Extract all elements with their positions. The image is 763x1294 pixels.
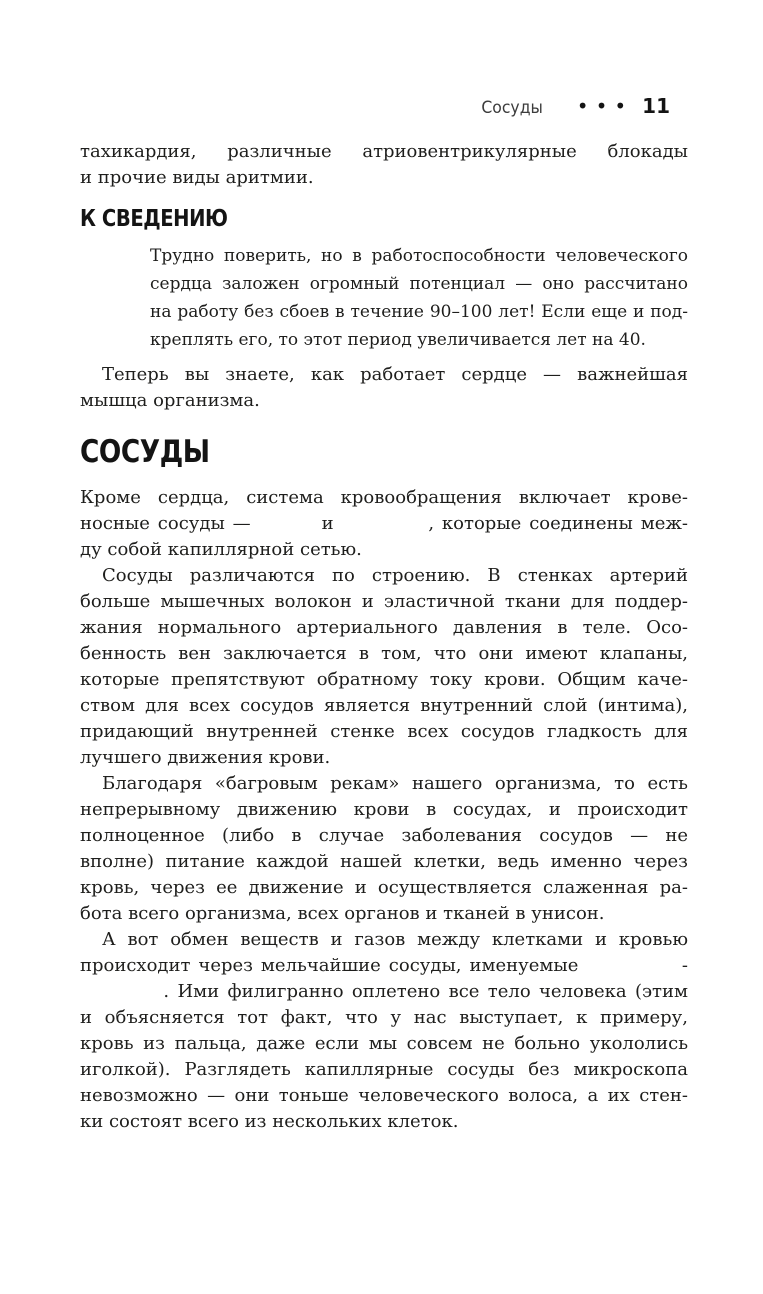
paragraph bbox=[80, 362, 688, 414]
page-content bbox=[0, 139, 763, 1135]
text-line: ством для всех сосудов является внутренний слой (интима), bbox=[80, 695, 688, 716]
text-line: кровь, через ее движение и осуществляется слаженная ра- bbox=[80, 877, 688, 898]
text-line: полноценное (либо в случае заболевания сосудов — не bbox=[80, 825, 688, 846]
text-line: ду собой капиллярной сетью. bbox=[80, 539, 362, 560]
text-line: происходит через мельчайшие сосуды, именуемые - bbox=[80, 955, 688, 976]
text-line: мышца организма. bbox=[80, 390, 260, 411]
text-line: Кроме сердца, система кровообращения включает крове- bbox=[80, 487, 688, 508]
text-line: жания нормального артериального давления в теле. Осо- bbox=[80, 617, 688, 638]
text-line: креплять его, то этот период увеличивается лет на 40. bbox=[150, 330, 646, 350]
text-line: бенность вен заключается в том, что они имеют клапаны, bbox=[80, 643, 688, 664]
text-line: кровь из пальца, даже если мы совсем не больно укололись bbox=[80, 1033, 688, 1054]
text-line: и прочие виды аритмии. bbox=[80, 167, 314, 188]
text-line: тахикардия, различные атриовентрикулярные блокады bbox=[80, 141, 688, 162]
text-line: ки состоят всего из нескольких клеток. bbox=[80, 1111, 459, 1132]
text-line: А вот обмен веществ и газов между клетками и кровью bbox=[102, 929, 688, 950]
heading-text: К СВЕДЕНИЮ bbox=[80, 206, 228, 232]
text-line: бота всего организма, всех органов и тканей в унисон. bbox=[80, 903, 605, 924]
text-line: больше мышечных волокон и эластичной ткани для поддер- bbox=[80, 591, 688, 612]
paragraph bbox=[80, 139, 688, 191]
text-line: непрерывному движению крови в сосудах, и происходит bbox=[80, 799, 688, 820]
section-heading bbox=[80, 435, 688, 469]
text-line: носные сосуды — и , которые соединены меж- bbox=[80, 513, 688, 534]
text-line: Теперь вы знаете, как работает сердце — важнейшая bbox=[102, 364, 688, 385]
text-line: вполне) питание каждой нашей клетки, ведь именно через bbox=[80, 851, 688, 872]
text-line: и объясняется тот факт, что у нас выступает, к примеру, bbox=[80, 1007, 688, 1028]
running-head-title: Сосуды bbox=[481, 98, 543, 118]
text-line: придающий внутренней стенке всех сосудов гладкость для bbox=[80, 721, 688, 742]
ellipsis-dots-icon: ••• bbox=[576, 94, 634, 118]
text-line: лучшего движения крови. bbox=[80, 747, 331, 768]
text-line: Трудно поверить, но в работоспособности человеческого bbox=[150, 246, 688, 266]
info-note bbox=[80, 242, 688, 354]
paragraph bbox=[80, 485, 688, 563]
heading-text: СОСУДЫ bbox=[80, 434, 210, 470]
text-line: на работу без сбоев в течение 90–100 лет! Если еще и под- bbox=[150, 302, 688, 322]
text-line: сердца заложен огромный потенциал — оно рассчитано bbox=[150, 274, 688, 294]
page-header bbox=[0, 94, 763, 118]
info-heading bbox=[80, 206, 688, 232]
paragraph bbox=[80, 771, 688, 927]
paragraph bbox=[80, 927, 688, 1135]
page-number: 11 bbox=[642, 94, 670, 118]
paragraph bbox=[80, 563, 688, 771]
text-line: которые препятствуют обратному току крови. Общим каче- bbox=[80, 669, 688, 690]
text-line: Благодаря «багровым рекам» нашего организма, то есть bbox=[102, 773, 688, 794]
text-line: Сосуды различаются по строению. В стенках артерий bbox=[102, 565, 688, 586]
text-line: иголкой). Разглядеть капиллярные сосуды без микроскопа bbox=[80, 1059, 688, 1080]
book-page bbox=[0, 94, 763, 1294]
text-line: невозможно — они тоньше человеческого волоса, а их стен- bbox=[80, 1085, 688, 1106]
text-line: . Ими филигранно оплетено все тело человека (этим bbox=[80, 981, 688, 1002]
